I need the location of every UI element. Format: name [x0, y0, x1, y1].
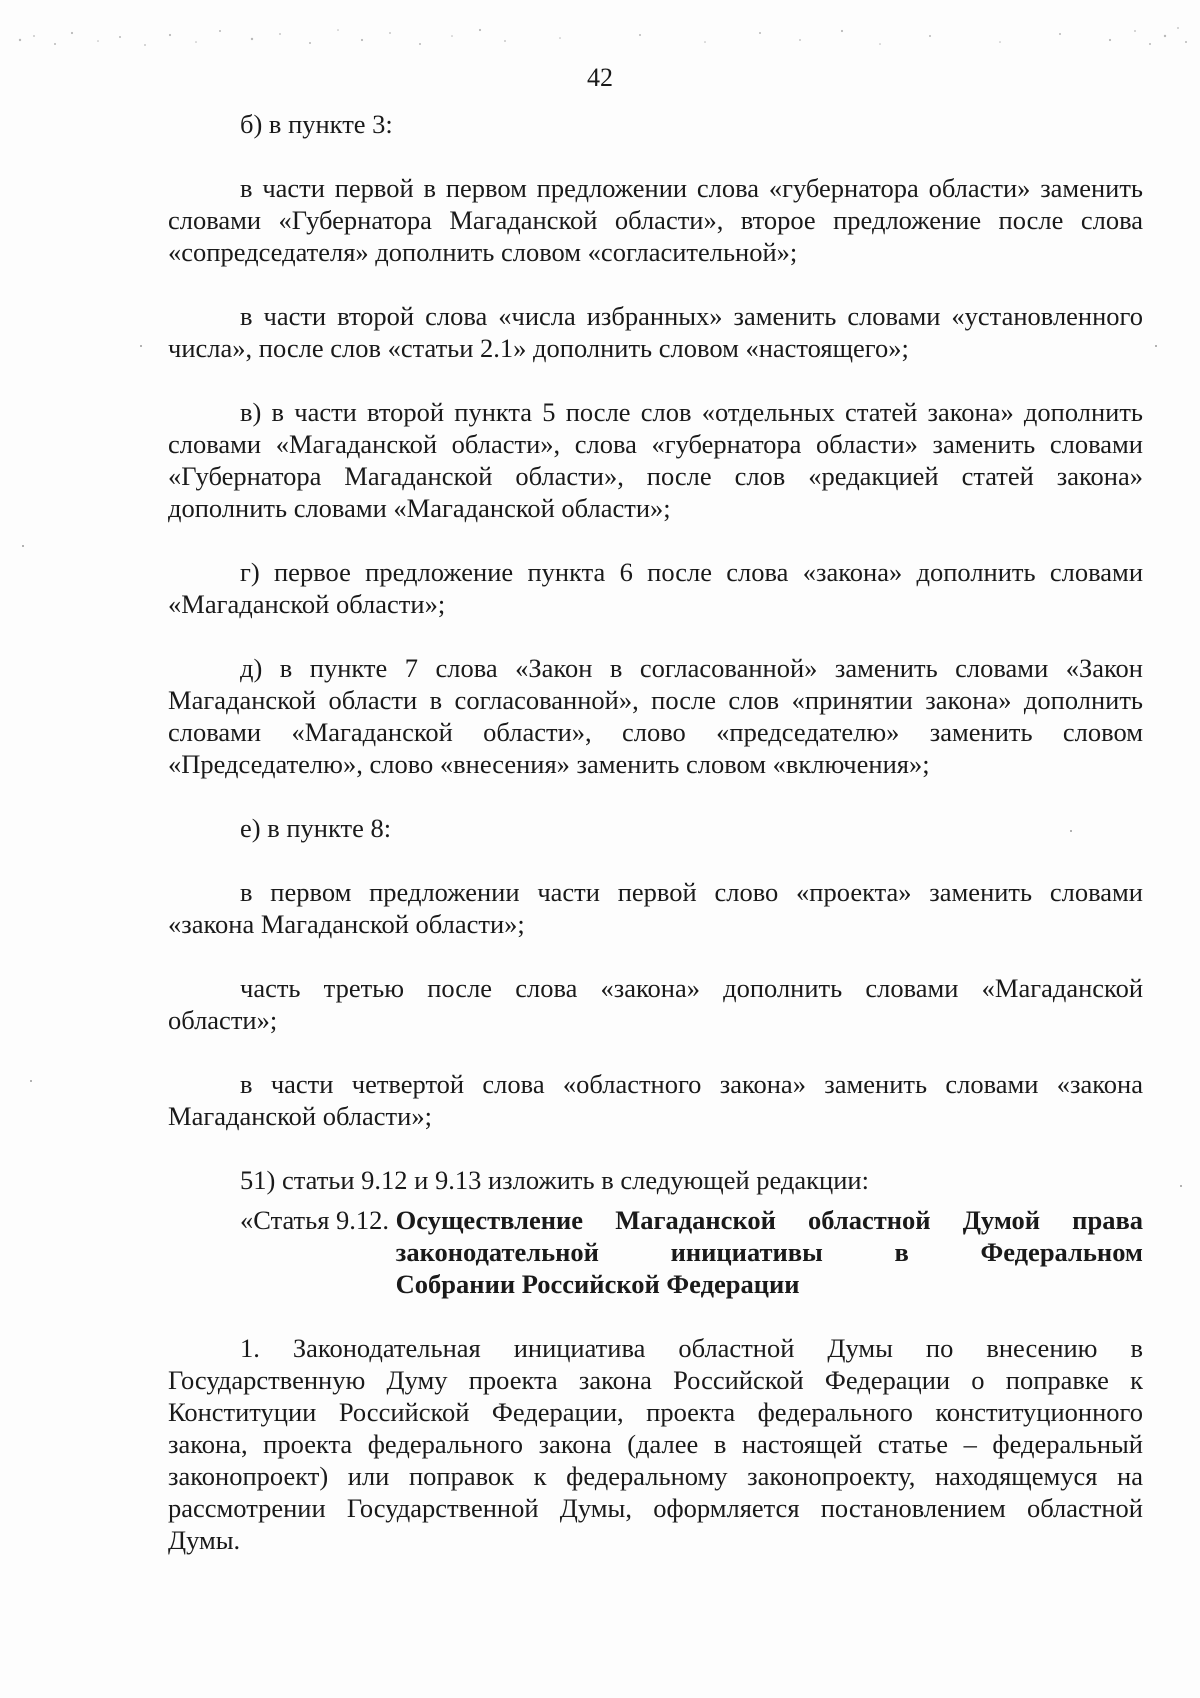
paragraph: в) в части второй пункта 5 после слов «отдельных статей закона» дополнить словами «Магаданской области», слова «губернатора области» заменить словами «Губернатора Магаданской области», после слов «редакцией статей закона» дополнить словами «Магаданской области»; [168, 397, 1143, 523]
scan-speck [1180, 1185, 1182, 1187]
article-title-line: Собрании Российской Федерации [395, 1269, 800, 1299]
paragraph: часть третью после слова «закона» дополнить словами «Магаданской области»; [168, 973, 1143, 1035]
paragraph: 1. Законодательная инициатива областной Думы по внесению в Государственную Думу проекта закона Российской Федерации о поправке к Конституции Российской Федерации, проекта федерального конституционного закона, проекта федерального закона (далее в настоящей статье – федеральный законопроект) или поправок к федеральному законопроекту, находящемуся на рассмотрении Государственной Думы, оформляется постановлением областной Думы. [168, 1333, 1143, 1555]
scan-speck [22, 545, 24, 547]
paragraph: в первом предложении части первой слово «проекта» заменить словами «закона Магаданской области»; [168, 877, 1143, 939]
article-title [396, 1204, 1143, 1300]
paragraph: г) первое предложение пункта 6 после слова «закона» дополнить словами «Магаданской области»; [168, 557, 1143, 619]
document-body [168, 108, 1143, 1556]
paragraph: б) в пункте 3: [240, 109, 393, 139]
article-title-line: законодательной инициативы в Федеральном [395, 1237, 1143, 1267]
paragraph: е) в пункте 8: [240, 813, 392, 843]
paragraph: в части четвертой слова «областного закона» заменить словами «закона Магаданской области»; [168, 1069, 1143, 1131]
paragraph: в части первой в первом предложении слова «губернатора области» заменить словами «Губернатора Магаданской области», второе предложение после слова «сопредседателя» дополнить словом «согласительной»; [168, 173, 1143, 267]
article-heading [168, 1204, 1143, 1300]
paragraph: в части второй слова «числа избранных» заменить словами «установленного числа», после слов «статьи 2.1» дополнить словом «настоящего»; [168, 301, 1143, 363]
scan-speck [140, 345, 142, 347]
scan-speck [1155, 345, 1157, 347]
paragraph: 51) статьи 9.12 и 9.13 изложить в следующей редакции: [240, 1165, 869, 1195]
article-title-line: Осуществление Магаданской областной Думой права [395, 1205, 1143, 1235]
article-label: «Статья 9.12. [240, 1205, 396, 1235]
paragraph: д) в пункте 7 слова «Закон в согласованной» заменить словами «Закон Магаданской области в согласованной», после слов «принятии закона» дополнить словами «Магаданской области», слово «председателю» заменить словом «Председателю», слово «внесения» заменить словом «включения»; [168, 653, 1143, 779]
scan-speck [30, 1080, 32, 1082]
page-number: 42 [587, 63, 613, 92]
scan-noise-top [0, 0, 1200, 60]
